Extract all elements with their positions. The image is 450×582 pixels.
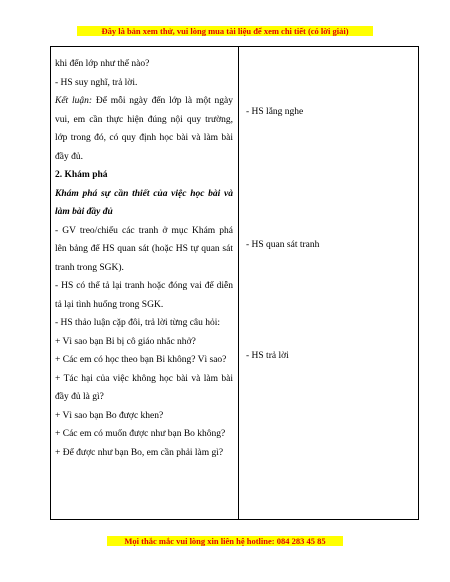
text-line: - HS suy nghĩ, trả lời. (55, 77, 138, 88)
paragraph: - HS thảo luận cặp đôi, trả lời từng câu hỏi: (55, 318, 221, 328)
question-item: + Các em có học theo bạn Bi không? Vì sao? (55, 355, 227, 365)
student-activity-listen: - HS lắng nghe (246, 107, 304, 117)
student-activity-answer: - HS trả lời (246, 351, 289, 361)
question-item: + Các em có muốn được như bạn Bo không? (55, 429, 226, 439)
question-item: + Để được như bạn Bo, em cần phải làm gì? (55, 447, 224, 458)
sub-heading: Khám phá sự cần thiết của việc học bài và làm bài đầy đủ (55, 188, 233, 217)
conclusion-paragraph (55, 92, 233, 166)
teacher-activity-column (55, 55, 233, 462)
student-activity-observe: - HS quan sát tranh (246, 240, 320, 250)
lesson-table (50, 46, 419, 520)
paragraph: - HS có thể tả lại tranh hoặc đóng vai để diễn tả lại tình huống trong SGK. (55, 281, 233, 310)
preview-banner: Đây là bản xem thử, vui lòng mua tài liệu để xem chi tiết (có lời giải) (77, 26, 373, 36)
section-heading: 2. Khám phá (55, 170, 108, 180)
hotline-banner: Mọi thắc mắc vui lòng xin liên hệ hotline: 084 283 45 85 (107, 536, 343, 546)
column-divider (238, 47, 239, 519)
question-item: + Tác hại của việc không học bài và làm bài đầy đủ là gì? (55, 373, 233, 402)
question-item: + Vì sao bạn Bi bị cô giáo nhắc nhở? (55, 336, 196, 347)
text-line: khi đến lớp như thế nào? (55, 59, 150, 69)
question-item: + Vì sao bạn Bo được khen? (55, 410, 164, 421)
conclusion-label: Kết luận: (55, 96, 93, 106)
paragraph: - GV treo/chiếu các tranh ở mục Khám phá lên bảng để HS quan sát (hoặc HS tự quan sát tranh trong SGK). (55, 225, 233, 273)
conclusion-text: Để mỗi ngày đến lớp là một ngày vui, em cần thực hiện đúng nội quy trường, lớp trong đó, có quy định học bài và làm bài đầy đủ. (55, 96, 233, 162)
